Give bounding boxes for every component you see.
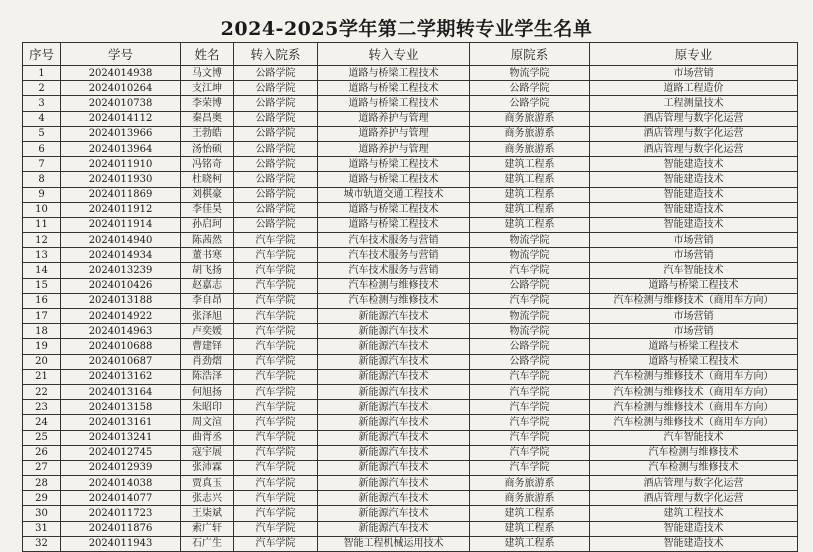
cell-origin-college: 商务旅游系 bbox=[470, 476, 590, 491]
cell-student-id: 2024014077 bbox=[61, 491, 181, 506]
cell-target-college: 汽车学院 bbox=[234, 445, 318, 460]
cell-index: 4 bbox=[23, 111, 61, 126]
cell-index: 14 bbox=[23, 263, 61, 278]
cell-origin-college: 建筑工程系 bbox=[470, 172, 590, 187]
cell-name: 马文博 bbox=[181, 66, 234, 81]
table-row bbox=[23, 126, 798, 141]
table-row bbox=[23, 202, 798, 217]
cell-target-major: 新能源汽车技术 bbox=[318, 476, 470, 491]
cell-origin-major: 工程测量技术 bbox=[590, 96, 798, 111]
cell-student-id: 2024014038 bbox=[61, 476, 181, 491]
cell-origin-college: 建筑工程系 bbox=[470, 157, 590, 172]
cell-origin-major: 道路工程造价 bbox=[590, 81, 798, 96]
cell-origin-major: 酒店管理与数字化运营 bbox=[590, 476, 798, 491]
table-row bbox=[23, 111, 798, 126]
cell-name: 朱昭印 bbox=[181, 400, 234, 415]
table-row bbox=[23, 81, 798, 96]
cell-index: 19 bbox=[23, 339, 61, 354]
cell-origin-major: 汽车检测与维修技术 bbox=[590, 445, 798, 460]
table-row bbox=[23, 369, 798, 384]
cell-student-id: 2024012745 bbox=[61, 445, 181, 460]
cell-origin-college: 汽车学院 bbox=[470, 415, 590, 430]
cell-origin-college: 公路学院 bbox=[470, 354, 590, 369]
cell-student-id: 2024010738 bbox=[61, 96, 181, 111]
cell-target-college: 公路学院 bbox=[234, 96, 318, 111]
cell-name: 张泽旭 bbox=[181, 309, 234, 324]
cell-name: 赵嘉志 bbox=[181, 278, 234, 293]
cell-index: 26 bbox=[23, 445, 61, 460]
cell-target-college: 汽车学院 bbox=[234, 460, 318, 475]
cell-origin-college: 商务旅游系 bbox=[470, 141, 590, 156]
table-row bbox=[23, 263, 798, 278]
cell-target-college: 汽车学院 bbox=[234, 263, 318, 278]
cell-index: 5 bbox=[23, 126, 61, 141]
table-row bbox=[23, 172, 798, 187]
cell-target-college: 公路学院 bbox=[234, 126, 318, 141]
cell-origin-college: 物流学院 bbox=[470, 233, 590, 248]
cell-name: 贾真玉 bbox=[181, 476, 234, 491]
cell-origin-college: 物流学院 bbox=[470, 309, 590, 324]
cell-index: 7 bbox=[23, 157, 61, 172]
cell-student-id: 2024011876 bbox=[61, 521, 181, 536]
table-row bbox=[23, 187, 798, 202]
cell-target-major: 道路养护与管理 bbox=[318, 126, 470, 141]
cell-target-major: 新能源汽车技术 bbox=[318, 400, 470, 415]
header-target-major: 转入专业 bbox=[318, 43, 470, 66]
cell-name: 董书寒 bbox=[181, 248, 234, 263]
cell-student-id: 2024013161 bbox=[61, 415, 181, 430]
cell-target-college: 汽车学院 bbox=[234, 521, 318, 536]
cell-origin-college: 商务旅游系 bbox=[470, 491, 590, 506]
cell-index: 21 bbox=[23, 369, 61, 384]
cell-student-id: 2024010688 bbox=[61, 339, 181, 354]
cell-target-major: 道路与桥梁工程技术 bbox=[318, 157, 470, 172]
cell-target-major: 新能源汽车技术 bbox=[318, 324, 470, 339]
cell-target-college: 公路学院 bbox=[234, 81, 318, 96]
cell-index: 1 bbox=[23, 66, 61, 81]
table-row bbox=[23, 384, 798, 399]
cell-index: 8 bbox=[23, 172, 61, 187]
table-row bbox=[23, 339, 798, 354]
header-origin-major: 原专业 bbox=[590, 43, 798, 66]
cell-target-college: 公路学院 bbox=[234, 187, 318, 202]
cell-index: 17 bbox=[23, 309, 61, 324]
cell-index: 20 bbox=[23, 354, 61, 369]
cell-index: 13 bbox=[23, 248, 61, 263]
cell-index: 31 bbox=[23, 521, 61, 536]
cell-origin-college: 建筑工程系 bbox=[470, 217, 590, 232]
cell-target-college: 汽车学院 bbox=[234, 430, 318, 445]
cell-origin-major: 市场营销 bbox=[590, 324, 798, 339]
cell-student-id: 2024013241 bbox=[61, 430, 181, 445]
cell-origin-college: 汽车学院 bbox=[470, 369, 590, 384]
cell-student-id: 2024013964 bbox=[61, 141, 181, 156]
cell-origin-major: 市场营销 bbox=[590, 233, 798, 248]
cell-origin-college: 汽车学院 bbox=[470, 400, 590, 415]
cell-name: 李荣博 bbox=[181, 96, 234, 111]
cell-origin-major: 酒店管理与数字化运营 bbox=[590, 491, 798, 506]
table-row bbox=[23, 415, 798, 430]
cell-name: 秦昌奥 bbox=[181, 111, 234, 126]
cell-index: 10 bbox=[23, 202, 61, 217]
cell-student-id: 2024011912 bbox=[61, 202, 181, 217]
cell-origin-college: 汽车学院 bbox=[470, 460, 590, 475]
cell-origin-major: 道路与桥梁工程技术 bbox=[590, 339, 798, 354]
cell-target-major: 城市轨道交通工程技术 bbox=[318, 187, 470, 202]
cell-target-college: 汽车学院 bbox=[234, 248, 318, 263]
cell-target-college: 汽车学院 bbox=[234, 324, 318, 339]
table-row bbox=[23, 536, 798, 551]
cell-name: 杜晓柯 bbox=[181, 172, 234, 187]
cell-target-college: 公路学院 bbox=[234, 111, 318, 126]
cell-target-major: 新能源汽车技术 bbox=[318, 506, 470, 521]
cell-name: 索广轩 bbox=[181, 521, 234, 536]
cell-target-major: 汽车技术服务与营销 bbox=[318, 233, 470, 248]
cell-student-id: 2024014940 bbox=[61, 233, 181, 248]
cell-target-major: 道路养护与管理 bbox=[318, 141, 470, 156]
cell-name: 何旭扬 bbox=[181, 384, 234, 399]
cell-name: 寇宇展 bbox=[181, 445, 234, 460]
cell-target-college: 汽车学院 bbox=[234, 354, 318, 369]
table-row bbox=[23, 506, 798, 521]
cell-target-college: 汽车学院 bbox=[234, 293, 318, 308]
cell-origin-major: 汽车智能技术 bbox=[590, 263, 798, 278]
table-header-row bbox=[23, 43, 798, 66]
header-origin-college: 原院系 bbox=[470, 43, 590, 66]
cell-target-major: 道路与桥梁工程技术 bbox=[318, 202, 470, 217]
cell-origin-major: 酒店管理与数字化运营 bbox=[590, 111, 798, 126]
cell-target-major: 新能源汽车技术 bbox=[318, 309, 470, 324]
cell-origin-college: 建筑工程系 bbox=[470, 202, 590, 217]
cell-target-college: 汽车学院 bbox=[234, 384, 318, 399]
cell-origin-major: 道路与桥梁工程技术 bbox=[590, 354, 798, 369]
transfer-student-table bbox=[22, 42, 798, 552]
cell-index: 6 bbox=[23, 141, 61, 156]
cell-target-major: 新能源汽车技术 bbox=[318, 339, 470, 354]
cell-target-major: 道路与桥梁工程技术 bbox=[318, 66, 470, 81]
cell-index: 28 bbox=[23, 476, 61, 491]
cell-origin-major: 建筑工程技术 bbox=[590, 506, 798, 521]
cell-origin-college: 商务旅游系 bbox=[470, 111, 590, 126]
table-row bbox=[23, 248, 798, 263]
cell-origin-major: 市场营销 bbox=[590, 66, 798, 81]
header-index: 序号 bbox=[23, 43, 61, 66]
table-row bbox=[23, 66, 798, 81]
cell-student-id: 2024013162 bbox=[61, 369, 181, 384]
cell-origin-college: 汽车学院 bbox=[470, 430, 590, 445]
cell-target-college: 汽车学院 bbox=[234, 339, 318, 354]
cell-target-college: 公路学院 bbox=[234, 217, 318, 232]
cell-target-college: 汽车学院 bbox=[234, 233, 318, 248]
cell-student-id: 2024013239 bbox=[61, 263, 181, 278]
cell-origin-college: 商务旅游系 bbox=[470, 126, 590, 141]
cell-index: 12 bbox=[23, 233, 61, 248]
cell-target-college: 汽车学院 bbox=[234, 491, 318, 506]
cell-name: 周文渲 bbox=[181, 415, 234, 430]
table-row bbox=[23, 430, 798, 445]
cell-student-id: 2024010264 bbox=[61, 81, 181, 96]
cell-target-college: 汽车学院 bbox=[234, 536, 318, 551]
table-row bbox=[23, 445, 798, 460]
cell-origin-major: 汽车检测与维修技术（商用车方向） bbox=[590, 369, 798, 384]
header-target-college: 转入院系 bbox=[234, 43, 318, 66]
cell-target-college: 汽车学院 bbox=[234, 278, 318, 293]
cell-student-id: 2024013966 bbox=[61, 126, 181, 141]
cell-student-id: 2024011869 bbox=[61, 187, 181, 202]
cell-origin-college: 建筑工程系 bbox=[470, 187, 590, 202]
cell-origin-college: 汽车学院 bbox=[470, 384, 590, 399]
cell-name: 曹建铎 bbox=[181, 339, 234, 354]
cell-target-major: 道路与桥梁工程技术 bbox=[318, 172, 470, 187]
cell-index: 18 bbox=[23, 324, 61, 339]
table-row bbox=[23, 521, 798, 536]
cell-origin-college: 建筑工程系 bbox=[470, 506, 590, 521]
cell-student-id: 2024012939 bbox=[61, 460, 181, 475]
cell-name: 石广生 bbox=[181, 536, 234, 551]
cell-name: 刘棋豪 bbox=[181, 187, 234, 202]
table-row bbox=[23, 293, 798, 308]
cell-index: 25 bbox=[23, 430, 61, 445]
cell-name: 张志兴 bbox=[181, 491, 234, 506]
cell-origin-major: 酒店管理与数字化运营 bbox=[590, 126, 798, 141]
cell-index: 30 bbox=[23, 506, 61, 521]
cell-target-major: 道路与桥梁工程技术 bbox=[318, 217, 470, 232]
cell-target-major: 智能工程机械运用技术 bbox=[318, 536, 470, 551]
table-row bbox=[23, 476, 798, 491]
cell-target-major: 新能源汽车技术 bbox=[318, 445, 470, 460]
cell-name: 卢奕媛 bbox=[181, 324, 234, 339]
cell-origin-college: 物流学院 bbox=[470, 324, 590, 339]
cell-index: 11 bbox=[23, 217, 61, 232]
table-row bbox=[23, 141, 798, 156]
cell-name: 张沛霖 bbox=[181, 460, 234, 475]
cell-name: 曲胥丞 bbox=[181, 430, 234, 445]
table-row bbox=[23, 217, 798, 232]
cell-origin-major: 汽车检测与维修技术（商用车方向） bbox=[590, 415, 798, 430]
cell-origin-college: 公路学院 bbox=[470, 96, 590, 111]
cell-origin-major: 智能建造技术 bbox=[590, 157, 798, 172]
cell-student-id: 2024011914 bbox=[61, 217, 181, 232]
cell-target-college: 公路学院 bbox=[234, 202, 318, 217]
table-row bbox=[23, 324, 798, 339]
cell-origin-major: 汽车检测与维修技术（商用车方向） bbox=[590, 293, 798, 308]
cell-target-college: 汽车学院 bbox=[234, 369, 318, 384]
cell-origin-major: 酒店管理与数字化运营 bbox=[590, 141, 798, 156]
cell-student-id: 2024011930 bbox=[61, 172, 181, 187]
cell-student-id: 2024014922 bbox=[61, 309, 181, 324]
cell-student-id: 2024013164 bbox=[61, 384, 181, 399]
table-row bbox=[23, 278, 798, 293]
cell-name: 王勃皓 bbox=[181, 126, 234, 141]
table-row bbox=[23, 233, 798, 248]
header-student-id: 学号 bbox=[61, 43, 181, 66]
cell-index: 16 bbox=[23, 293, 61, 308]
cell-origin-major: 道路与桥梁工程技术 bbox=[590, 278, 798, 293]
cell-index: 29 bbox=[23, 491, 61, 506]
cell-name: 肖劲熠 bbox=[181, 354, 234, 369]
table-row bbox=[23, 491, 798, 506]
cell-index: 3 bbox=[23, 96, 61, 111]
cell-origin-major: 智能建造技术 bbox=[590, 172, 798, 187]
cell-name: 陈浩泽 bbox=[181, 369, 234, 384]
cell-target-college: 汽车学院 bbox=[234, 400, 318, 415]
cell-name: 陈茜然 bbox=[181, 233, 234, 248]
cell-index: 32 bbox=[23, 536, 61, 551]
cell-student-id: 2024011723 bbox=[61, 506, 181, 521]
cell-index: 15 bbox=[23, 278, 61, 293]
cell-target-major: 道路养护与管理 bbox=[318, 111, 470, 126]
cell-index: 27 bbox=[23, 460, 61, 475]
cell-name: 支江坤 bbox=[181, 81, 234, 96]
cell-origin-major: 智能建造技术 bbox=[590, 536, 798, 551]
cell-target-major: 新能源汽车技术 bbox=[318, 415, 470, 430]
cell-origin-college: 汽车学院 bbox=[470, 293, 590, 308]
cell-origin-college: 建筑工程系 bbox=[470, 521, 590, 536]
cell-student-id: 2024014112 bbox=[61, 111, 181, 126]
cell-student-id: 2024013188 bbox=[61, 293, 181, 308]
cell-student-id: 2024010426 bbox=[61, 278, 181, 293]
cell-target-major: 新能源汽车技术 bbox=[318, 430, 470, 445]
cell-target-major: 道路与桥梁工程技术 bbox=[318, 81, 470, 96]
cell-target-major: 汽车检测与维修技术 bbox=[318, 278, 470, 293]
cell-origin-major: 市场营销 bbox=[590, 309, 798, 324]
cell-target-college: 汽车学院 bbox=[234, 506, 318, 521]
cell-origin-major: 汽车检测与维修技术（商用车方向） bbox=[590, 384, 798, 399]
cell-origin-college: 物流学院 bbox=[470, 248, 590, 263]
cell-origin-college: 公路学院 bbox=[470, 81, 590, 96]
cell-origin-college: 汽车学院 bbox=[470, 445, 590, 460]
cell-name: 李自昂 bbox=[181, 293, 234, 308]
cell-origin-major: 汽车检测与维修技术 bbox=[590, 460, 798, 475]
cell-name: 王柒斌 bbox=[181, 506, 234, 521]
table-row bbox=[23, 96, 798, 111]
cell-student-id: 2024011943 bbox=[61, 536, 181, 551]
cell-origin-college: 公路学院 bbox=[470, 278, 590, 293]
cell-origin-college: 公路学院 bbox=[470, 339, 590, 354]
cell-origin-major: 智能建造技术 bbox=[590, 521, 798, 536]
cell-target-college: 汽车学院 bbox=[234, 415, 318, 430]
cell-origin-major: 汽车智能技术 bbox=[590, 430, 798, 445]
cell-origin-major: 智能建造技术 bbox=[590, 187, 798, 202]
cell-student-id: 2024014963 bbox=[61, 324, 181, 339]
cell-name: 冯铭奇 bbox=[181, 157, 234, 172]
cell-index: 2 bbox=[23, 81, 61, 96]
cell-index: 23 bbox=[23, 400, 61, 415]
cell-origin-major: 智能建造技术 bbox=[590, 202, 798, 217]
cell-target-college: 公路学院 bbox=[234, 66, 318, 81]
cell-target-college: 汽车学院 bbox=[234, 476, 318, 491]
cell-student-id: 2024011910 bbox=[61, 157, 181, 172]
cell-name: 汤怡硕 bbox=[181, 141, 234, 156]
cell-index: 24 bbox=[23, 415, 61, 430]
cell-origin-major: 智能建造技术 bbox=[590, 217, 798, 232]
cell-target-major: 新能源汽车技术 bbox=[318, 384, 470, 399]
cell-origin-major: 市场营销 bbox=[590, 248, 798, 263]
table-row bbox=[23, 309, 798, 324]
cell-student-id: 2024014938 bbox=[61, 66, 181, 81]
cell-target-major: 新能源汽车技术 bbox=[318, 369, 470, 384]
cell-name: 孙启珂 bbox=[181, 217, 234, 232]
cell-name: 胡飞扬 bbox=[181, 263, 234, 278]
cell-name: 李佳昊 bbox=[181, 202, 234, 217]
cell-target-major: 汽车技术服务与营销 bbox=[318, 263, 470, 278]
table-row bbox=[23, 400, 798, 415]
table-body bbox=[23, 66, 798, 552]
cell-target-major: 汽车技术服务与营销 bbox=[318, 248, 470, 263]
cell-target-major: 新能源汽车技术 bbox=[318, 460, 470, 475]
cell-student-id: 2024010687 bbox=[61, 354, 181, 369]
cell-target-college: 公路学院 bbox=[234, 172, 318, 187]
cell-origin-college: 物流学院 bbox=[470, 66, 590, 81]
header-name: 姓名 bbox=[181, 43, 234, 66]
document-title: 2024-2025学年第二学期转专业学生名单 bbox=[220, 18, 593, 40]
cell-target-major: 新能源汽车技术 bbox=[318, 521, 470, 536]
cell-target-college: 汽车学院 bbox=[234, 309, 318, 324]
cell-target-major: 汽车检测与维修技术 bbox=[318, 293, 470, 308]
cell-target-major: 道路与桥梁工程技术 bbox=[318, 96, 470, 111]
table-row bbox=[23, 460, 798, 475]
table-row bbox=[23, 157, 798, 172]
table-row bbox=[23, 354, 798, 369]
cell-target-college: 公路学院 bbox=[234, 141, 318, 156]
cell-student-id: 2024013158 bbox=[61, 400, 181, 415]
cell-origin-college: 建筑工程系 bbox=[470, 536, 590, 551]
cell-origin-major: 汽车检测与维修技术（商用车方向） bbox=[590, 400, 798, 415]
cell-target-college: 公路学院 bbox=[234, 157, 318, 172]
cell-index: 9 bbox=[23, 187, 61, 202]
cell-target-major: 新能源汽车技术 bbox=[318, 491, 470, 506]
cell-origin-college: 汽车学院 bbox=[470, 263, 590, 278]
cell-student-id: 2024014934 bbox=[61, 248, 181, 263]
cell-index: 22 bbox=[23, 384, 61, 399]
cell-target-major: 新能源汽车技术 bbox=[318, 354, 470, 369]
